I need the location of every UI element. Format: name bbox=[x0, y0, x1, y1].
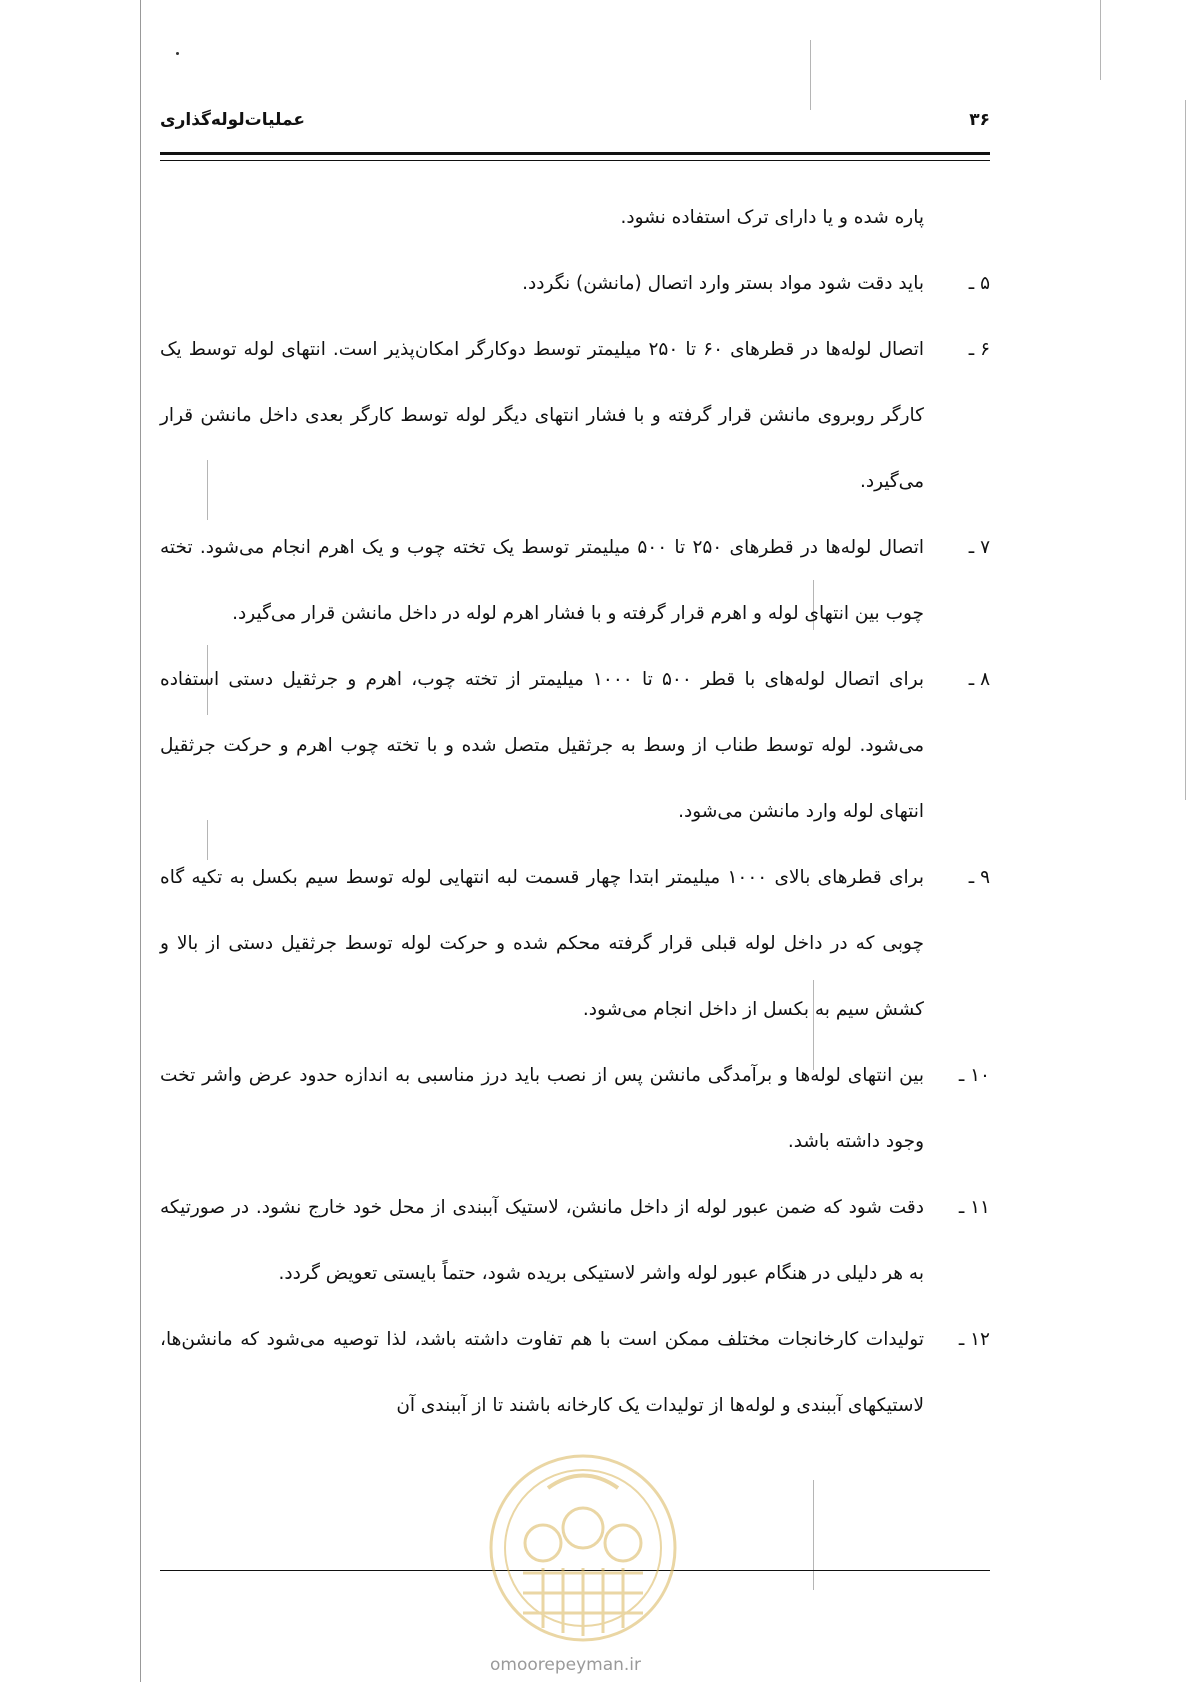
item-text: برای اتصال لوله‌های با قطر ۵۰۰ تا ۱۰۰۰ میلیمتر از تخته چوب، اهرم و جرثقیل دستی استفاده می‌شود. لوله توسط طناب از وسط به جرثقیل متصل شده و با تخته چوب اهرم و حرکت جرثقیل انتهای لوله وارد مانشن می‌شود. bbox=[160, 669, 924, 822]
page-number: ۳۶ bbox=[969, 110, 990, 130]
scan-artifact-line bbox=[140, 0, 141, 1682]
item-text: باید دقت شود مواد بستر وارد اتصال (مانشن) نگردد. bbox=[522, 273, 924, 294]
list-item bbox=[160, 647, 990, 845]
item-number: ۹ ـ bbox=[968, 867, 990, 888]
item-text: دقت شود که ضمن عبور لوله از داخل مانشن، لاستیک آببندی از محل خود خارج نشود. در صورتیکه به هر دلیلی در هنگام عبور لوله واشر لاستیکی بریده شود، حتماً بایستی تعویض گردد. bbox=[160, 1197, 924, 1284]
item-number: ۱۱ ـ bbox=[958, 1197, 990, 1218]
watermark-stamp-icon bbox=[478, 1448, 688, 1648]
item-text: اتصال لوله‌ها در قطرهای ۲۵۰ تا ۵۰۰ میلیمتر توسط یک تخته چوب و یک اهرم انجام می‌شود. تخته چوب بین انتهای لوله و اهرم قرار گرفته و با فشار اهرم لوله در داخل مانشن قرار می‌گیرد. bbox=[160, 537, 925, 624]
list-item bbox=[160, 515, 990, 647]
item-number: ۸ ـ bbox=[968, 669, 990, 690]
scan-speck bbox=[176, 52, 179, 55]
item-text: اتصال لوله‌ها در قطرهای ۶۰ تا ۲۵۰ میلیمتر توسط دوکارگر امکان‌پذیر است. انتهای لوله توسط یک کارگر روبروی مانشن قرار گرفته و با فشار انتهای دیگر لوله توسط کارگر بعدی داخل مانشن قرار می‌گیرد. bbox=[160, 339, 924, 492]
list-item bbox=[160, 251, 990, 317]
item-number: ۵ ـ bbox=[968, 273, 990, 294]
watermark-url bbox=[490, 1655, 641, 1675]
scan-artifact-line bbox=[1185, 100, 1186, 800]
watermark-url-text: omoorepeyman.ir bbox=[490, 1655, 642, 1675]
intro-text: پاره شده و یا دارای ترک استفاده نشود. bbox=[620, 207, 924, 228]
intro-paragraph bbox=[160, 185, 990, 251]
scan-artifact-line bbox=[810, 40, 811, 110]
item-number: ۱۲ ـ bbox=[958, 1329, 990, 1350]
item-number: ۶ ـ bbox=[968, 339, 990, 360]
list-item bbox=[160, 845, 990, 1043]
scan-artifact-line bbox=[813, 1480, 814, 1590]
list-item bbox=[160, 1043, 990, 1175]
running-title: عملیات‌لوله‌گذاری bbox=[160, 110, 305, 130]
item-number: ۷ ـ bbox=[968, 537, 990, 558]
body-text bbox=[160, 185, 990, 1439]
header-rule-thin bbox=[160, 160, 990, 161]
scan-artifact-line bbox=[1100, 0, 1101, 80]
header-rule-thick bbox=[160, 152, 990, 155]
list-item bbox=[160, 1307, 990, 1439]
list-item bbox=[160, 1175, 990, 1307]
item-text: برای قطرهای بالای ۱۰۰۰ میلیمتر ابتدا چهار قسمت لبه انتهایی لوله توسط سیم بکسل به تکیه گاه چوبی که در داخل لوله قبلی قرار گرفته محکم شده و حرکت لوله توسط جرثقیل دستی از بالا و کشش سیم به بکسل از داخل انجام می‌شود. bbox=[160, 867, 924, 1020]
page-header bbox=[160, 110, 990, 140]
item-text: بین انتهای لوله‌ها و برآمدگی مانشن پس از نصب باید درز مناسبی به اندازه حدود عرض واشر تخت وجود داشته باشد. bbox=[160, 1065, 924, 1152]
item-number: ۱۰ ـ bbox=[958, 1065, 990, 1086]
item-text: تولیدات کارخانجات مختلف ممکن است با هم تفاوت داشته باشد، لذا توصیه می‌شود که مانشن‌ها، لاستیکهای آببندی و لوله‌ها از تولیدات یک کارخانه باشند تا از آببندی آن bbox=[160, 1329, 924, 1416]
list-item bbox=[160, 317, 990, 515]
